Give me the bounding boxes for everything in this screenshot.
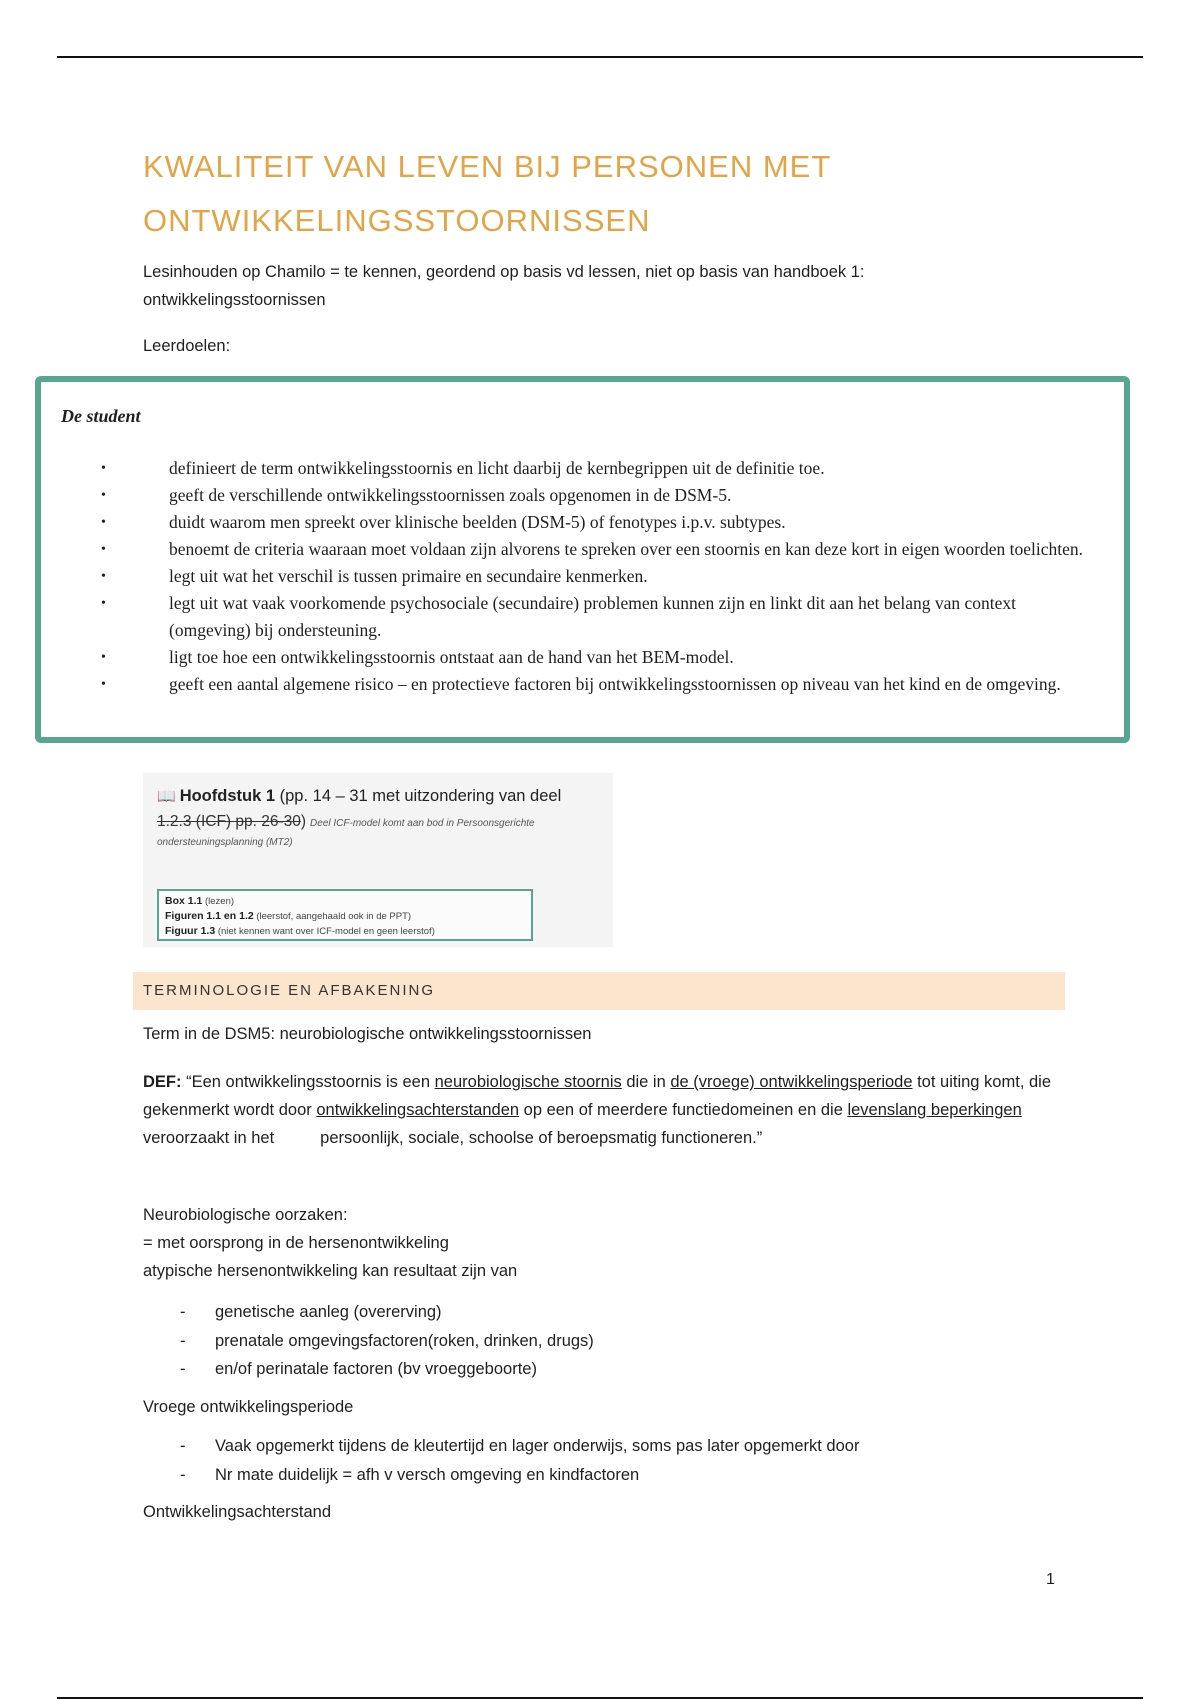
goal-item: • ligt toe hoe een ontwikkelingsstoornis ontstaat aan de hand van het BEM-model. [99, 644, 1099, 671]
list-item: - Vaak opgemerkt tijdens de kleutertijd en lager onderwijs, soms pas later opgemerkt door [180, 1437, 860, 1455]
bullet: • [101, 515, 106, 530]
list-item: - Nr mate duidelijk = afh v versch omgeving en kindfactoren [180, 1465, 640, 1484]
bullet: • [101, 650, 106, 665]
goal-item: • legt uit wat het verschil is tussen primaire en secundaire kenmerken. [99, 563, 1099, 590]
document-title [143, 140, 1043, 248]
goal-item: • legt uit wat vaak voorkomende psychosociale (secundaire) problemen kunnen zijn en linkt dit aan het belang van context (omgeving) bij ondersteuning. [99, 590, 1099, 644]
bullet: • [101, 677, 106, 692]
title-line-2: ONTWIKKELINGSSTOORNISSEN [143, 203, 651, 238]
list-item: - prenatale omgevingsfactoren(roken, drinken, drugs) [180, 1331, 594, 1350]
list-item: - genetische aanleg (overerving) [180, 1303, 442, 1321]
goal-item: • benoemt de criteria waaraan moet voldaan zijn alvorens te spreken over een stoornis en kan deze kort in eigen woorden toelichten. [99, 536, 1099, 563]
causes-list [180, 1298, 1060, 1384]
achterstand-heading: Ontwikkelingsachterstand [143, 1503, 332, 1521]
underlined-term: de (vroege) ontwikkelingsperiode [670, 1073, 913, 1091]
def-label: DEF: [143, 1073, 182, 1091]
leerdoelen-label: Leerdoelen: [143, 337, 231, 355]
title-line-1: KWALITEIT VAN LEVEN BIJ PERSONEN MET [143, 149, 832, 184]
bullet: • [101, 488, 106, 503]
bottom-rule [57, 1697, 1143, 1699]
goals-heading: De student [61, 406, 141, 426]
bullet: • [101, 569, 106, 584]
bullet: • [101, 596, 106, 611]
instruction-line: Figuur 1.3 (niet kennen want over ICF-model en geen leerstof) [165, 925, 435, 937]
textbook-reference-image [143, 773, 613, 947]
reading-instructions-box [157, 889, 533, 941]
learning-goals-box [35, 376, 1130, 743]
chapter-reference: 📖 Hoofdstuk 1 (pp. 14 – 31 met uitzondering van deel [157, 787, 562, 805]
vroege-list [180, 1432, 1060, 1489]
term-line: Term in de DSM5: neurobiologische ontwikkelingsstoornissen [143, 1025, 592, 1043]
goal-item: • geeft de verschillende ontwikkelingsstoornissen zoals opgenomen in de DSM-5. [99, 482, 1099, 509]
goal-item: • definieert de term ontwikkelingsstoornis en licht daarbij de kernbegrippen uit de definitie toe. [99, 455, 1099, 482]
underlined-term: levenslang beperkingen [847, 1101, 1022, 1119]
underlined-term: neurobiologische stoornis [434, 1073, 622, 1091]
top-rule [57, 56, 1143, 58]
underlined-term: ontwikkelingsachterstanden [316, 1101, 520, 1119]
bullet: • [101, 461, 106, 476]
chapter-label: Hoofdstuk 1 [179, 787, 276, 805]
bullet: • [101, 542, 106, 557]
goal-item: • geeft een aantal algemene risico – en protectieve factoren bij ontwikkelingsstoornissen op niveau van het kind en de omgeving. [99, 671, 1099, 698]
goals-list [99, 455, 1099, 698]
excluded-section: 1.2.3 (ICF) pp. 26-30) Deel ICF-model komt aan bod in Persoonsgerichte [157, 813, 535, 830]
instruction-line: Figuren 1.1 en 1.2 (leerstof, aangehaald ook in de PPT) [165, 910, 412, 922]
excluded-note: ondersteuningsplanning (MT2) [157, 837, 293, 848]
book-icon: 📖 [157, 788, 176, 805]
intro-line-1: Lesinhouden op Chamilo = te kennen, geordend op basis vd lessen, niet op basis van handboek 1: [143, 263, 865, 281]
vroege-heading: Vroege ontwikkelingsperiode [143, 1398, 354, 1416]
section-heading: TERMINOLOGIE EN AFBAKENING [133, 972, 1065, 1010]
instruction-line: Box 1.1 (lezen) [165, 895, 235, 907]
list-item: - en/of perinatale factoren (bv vroeggeboorte) [180, 1360, 537, 1378]
definition-paragraph: DEF: “Een ontwikkelingsstoornis is een neurobiologische stoornis die in de (vroege) ontwikkelingsperiode tot uiting komt, die gekenmerkt wordt door ontwikkelingsachterstanden op een of meerdere functiedomeinen en die levenslang beperkingen veroorzaakt in het persoonlijk, sociale, schoolse of beroepsmatig functioneren.” [143, 1073, 1052, 1147]
page-number: 1 [1046, 1571, 1055, 1588]
goal-item: • duidt waarom men spreekt over klinische beelden (DSM-5) of fenotypes i.p.v. subtypes. [99, 509, 1099, 536]
neuro-causes-block: Neurobiologische oorzaken: = met oorsprong in de hersenontwikkeling atypische hersenontwikkeling kan resultaat zijn van [143, 1206, 518, 1280]
intro-text [143, 258, 993, 314]
intro-line-2: ontwikkelingsstoornissen [143, 291, 326, 309]
